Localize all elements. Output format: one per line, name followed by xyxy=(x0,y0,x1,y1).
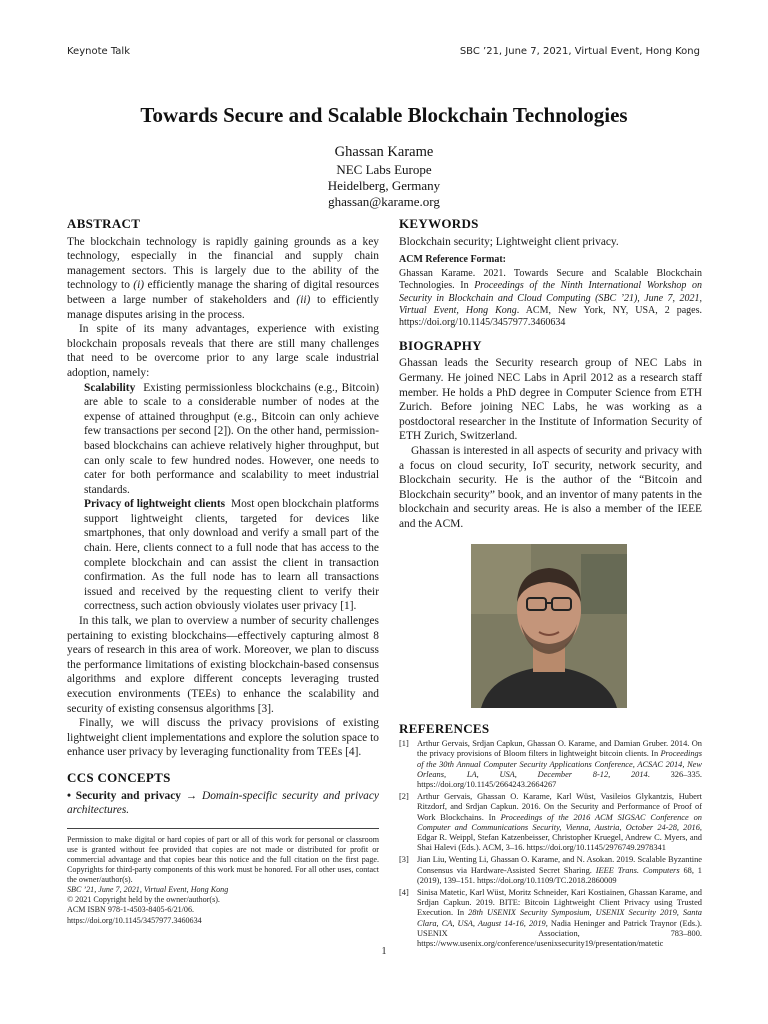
reference-item: [4] Sinisa Matetic, Karl Wüst, Moritz Schneider, Kari Kostiainen, Ghassan Karame, and Srdjan Capkun. 2019. BITE: Bitcoin Lightweight Client Privacy using Trusted Execution. In 28th USENIX Security Symposium, USENIX Security 2019, Santa Clara, CA, USA, August 14-16, 2019, Nadia Heninger and Patrick Traynor (Eds.). USENIX Association, 783–800. https://www.usenix.org/conference/usenixsecurity19/presentation/matetic xyxy=(399,887,702,948)
challenge-item-privacy xyxy=(84,497,379,614)
page-number: 1 xyxy=(381,946,387,957)
running-header-left: Keynote Talk xyxy=(67,46,130,57)
author-location: Heidelberg, Germany xyxy=(327,178,441,193)
references-heading: REFERENCES xyxy=(399,720,490,736)
author-name: Ghassan Karame xyxy=(334,144,434,160)
abstract-paragraph-2: In spite of its many advantages, experience with existing blockchain proposals reveals that there are still many challenges that need to be overcome prior to any large scale industrial adoption, namely: xyxy=(67,323,379,379)
abstract-paragraph-3: In this talk, we plan to overview a number of security challenges pertaining to existing blockchains—effectively capturing almost 8 years of research in this area of work. Moreover, we plan to discuss the performance limitations of existing blockchain-based consensus algorithms and explore different concepts leveraging trusted execution environments (TEEs) to enhance the scalability and security of existing consensus algorithms [3]. xyxy=(67,615,379,715)
running-header-right: SBC ’21, June 7, 2021, Virtual Event, Hong Kong xyxy=(459,46,700,57)
author-block xyxy=(0,144,768,210)
reference-item: [2] Arthur Gervais, Ghassan O. Karame, Karl Wüst, Vasileios Glykantzis, Hubert Ritzdorf, and Srdjan Capkun. 2016. On the Security and Performance of Proof of Work Blockchains. In Proceedings of the 2016 ACM SIGSAC Conference on Computer and Communications Security, Vienna, Austria, October 24-28, 2016, Edgar R. Weippl, Stefan Katzenbeisser, Christopher Kruegel, Andrew C. Myers, and Shai Halevi (Eds.). ACM, 3–16. https://doi.org/10.1145/2976749.2978341 xyxy=(399,792,702,853)
acm-ref-text: Ghassan Karame. 2021. Towards Secure and Scalable Blockchain Technologies. In Proceedings of the Ninth International Workshop on Security in Blockchain and Cloud Computing (SBC ’21), June 7, 2021, Virtual Event, Hong Kong. ACM, New York, NY, USA, 2 pages. https://doi.org/10.1145/3457977.3460634 xyxy=(399,267,702,329)
challenge-item-scalability xyxy=(84,381,379,498)
permission-notice: Permission to make digital or hard copies of part or all of this work for personal or classroom use is granted without fee provided that copies are not made or distributed for profit or commercial advantage and that copies bear this notice and the full citation on the first page. Copyrights for third-party components of this work must be honored. For all other uses, contact the owner/author(s). SBC ’21, June 7, 2021, Virtual Event, Hong Kong © 2021 Copyright held by the owner/author(s). ACM ISBN 978-1-4503-8405-6/21/06. https://doi.org/10.1145/3457977.3460634 xyxy=(67,828,379,926)
permission-doi-link[interactable]: https://doi.org/10.1145/3457977.3460634 xyxy=(67,915,202,925)
challenge-text: Existing permissionless blockchains (e.g., Bitcoin) are able to scale to a considerable number of nodes at the expense of attained throughput (e.g., Bitcoin can only achieve few transactions per second [2]). On the other hand, permission-based blockchains can achieve relatively higher throughput, but can only scale to few hundred nodes. However, one needs to cater for both performance and scalability to meet industrial standards. xyxy=(84,381,379,496)
challenge-term: Scalability xyxy=(84,381,136,394)
paper-title: Towards Secure and Scalable Blockchain Technologies xyxy=(140,103,628,127)
keywords-text: Blockchain security; Lightweight client privacy. xyxy=(399,235,619,248)
challenge-term: Privacy of lightweight clients xyxy=(84,498,226,511)
reference-item: [3] Jian Liu, Wenting Li, Ghassan O. Karame, and N. Asokan. 2019. Scalable Byzantine Consensus via Hardware-Assisted Secret Sharing. IEEE Trans. Computers 68, 1 (2019), 139–151. https://doi.org/10.1109/TC.2018.2860009 xyxy=(399,855,702,885)
abstract-heading: ABSTRACT xyxy=(67,216,141,231)
biography-paragraph-1: Ghassan leads the Security research group of NEC Labs in Germany. He joined NEC Labs in April 2012 as a research staff member. He holds a PhD degree in Computer Science from ETH Zurich. Before joining NEC Labs, he was working as a postdoctoral researcher in the Institute of Information Security of ETH Zurich, Switzerland. xyxy=(399,357,702,443)
author-affiliation: NEC Labs Europe xyxy=(336,162,432,177)
left-column xyxy=(67,217,379,926)
reference-item: [1] Arthur Gervais, Srdjan Capkun, Ghassan O. Karame, and Damian Gruber. 2014. On the privacy provisions of Bloom filters in lightweight bitcoin clients. In Proceedings of the 30th Annual Computer Security Applications Conference, ACSAC 2014, New Orleans, LA, USA, December 8-12, 2014. 326–335. https://doi.org/10.1145/2664243.2664267 xyxy=(399,739,702,789)
abstract-paragraph-4: Finally, we will discuss the privacy provisions of existing lightweight client implementations and explore the solution space to enhance user privacy by leveraging functionality from TEEs [4]. xyxy=(67,717,379,759)
ccs-concepts: • Security and privacy → Domain-specific security and privacy architectures. xyxy=(67,789,379,817)
acm-ref-heading: ACM Reference Format: xyxy=(399,254,506,266)
challenge-text: Most open blockchain platforms support lightweight clients, targeted for devices like smartphones, that only download and verify a small part of the chain. Here, clients connect to a full node that has access to the complete blockchain and can assist the client in transaction confirmation. As the full node has to learn all transactions issued and received by the requesting client to verify their correctness, such action obviously violates user privacy [1]. xyxy=(84,498,379,613)
biography-heading: BIOGRAPHY xyxy=(399,337,482,353)
author-photo xyxy=(471,544,627,708)
references-list xyxy=(399,739,702,949)
ccs-heading: CCS CONCEPTS xyxy=(67,769,171,785)
keywords-heading: KEYWORDS xyxy=(399,216,479,231)
biography-paragraph-2: Ghassan is interested in all aspects of security and privacy with a focus on cloud security, IoT security, network security, and Blockchain security. He is the author of the “Bitcoin and Blockchain security” book, and an inventor of many patents in the blockchain and security areas. He is also a member of the IEEE and the ACM. xyxy=(399,444,702,530)
author-photo-illustration xyxy=(471,544,627,708)
author-email[interactable]: ghassan@karame.org xyxy=(328,194,440,209)
abstract-paragraph-1: The blockchain technology is rapidly gaining grounds as a key technology, especially in the financial and supply chain management sectors. This is largely due to the ability of the technology to (i) efficiently manage the sharing of digital resources between a large number of stakeholders and (ii) to efficiently manage disputes arising in the process. xyxy=(67,235,379,321)
right-column xyxy=(399,217,702,951)
